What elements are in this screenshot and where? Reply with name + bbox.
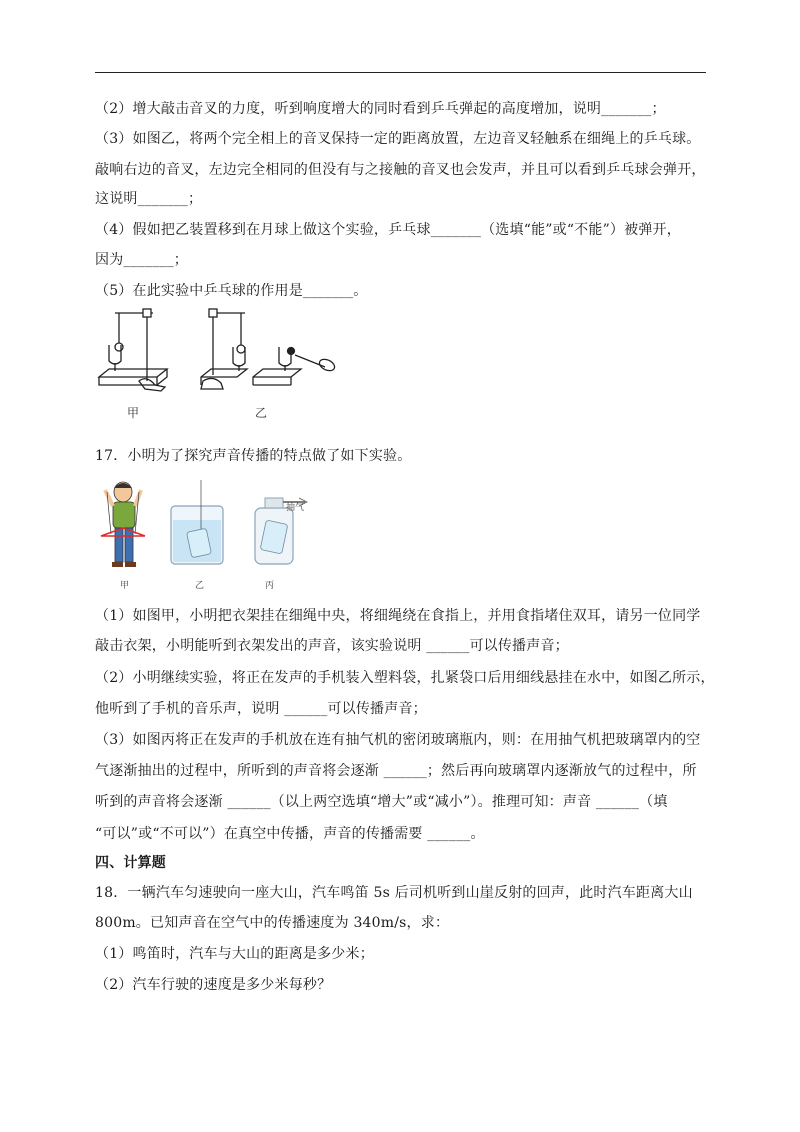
header-rule [95, 72, 706, 73]
q17-part3-line4: “可以”或“不可以”）在真空中传播，声音的传播需要 ______。 [95, 826, 485, 842]
fig-label-17-yi: 乙 [195, 581, 205, 591]
q16-part4-line2: 因为_______； [95, 252, 188, 268]
fig-label-17-bing: 丙 [265, 581, 275, 591]
fig-label-yi: 乙 [255, 406, 268, 420]
q17-intro: 17．小明为了探究声音传播的特点做了如下实验。 [95, 448, 412, 464]
q18-stem-line2: 800m。已知声音在空气中的传播速度为 340m/s，求： [95, 915, 450, 931]
sound-experiment-figure [95, 478, 315, 576]
q17-part3-line2: 气逐渐抽出的过程中，所听到的声音将会逐渐 ______；然后再向玻璃罩内逐渐放气的过程中，所 [95, 763, 697, 779]
q17-part2-line2: 他听到了手机的音乐声，说明 ______可以传播声音； [95, 701, 427, 717]
q17-part1-line1: （1）如图甲，小明把衣架挂在细绳中央，将细绳绕在食指上，并用食指堵住双耳，请另一位同学 [95, 608, 701, 624]
q16-part2: （2）增大敲击音叉的力度，听到响度增大的同时看到乒乓弹起的高度增加，说明_______； [95, 101, 666, 117]
fig-label-jia: 甲 [127, 406, 140, 420]
boy-with-hanger [101, 482, 145, 567]
base-block-jia [99, 369, 167, 377]
base-right-yi [253, 369, 301, 385]
q17-part3-line1: （3）如图丙将正在发声的手机放在连有抽气机的密闭玻璃瓶内，则：在用抽气机把玻璃罩内的空 [95, 732, 701, 748]
fork-left-yi [233, 347, 245, 366]
q17-part3-line3: 听到的声音将会逐渐 ______（以上两空选填“增大”或“减小”）。推理可知：声音 ______（填 [95, 794, 668, 810]
q16-part3-line1: （3）如图乙，将两个完全相上的音叉保持一定的距离放置，左边音叉轻触系在细绳上的乒乓球。 [95, 131, 701, 147]
section-title-calculation: 四、计算题 [95, 855, 166, 871]
tuning-fork-figure [95, 305, 355, 400]
q16-part3-line3: 这说明_______； [95, 191, 203, 207]
ball-jia [115, 343, 123, 351]
q18-stem-line1: 18．一辆汽车匀速驶向一座大山，汽车鸣笛 5s 后司机听到山崖反射的回声，此时汽车距离大山 [95, 885, 693, 901]
q16-part4-line1: （4）假如把乙装置移到在月球上做这个实验，乒乓球_______（选填“能”或“不能”）被弹开， [95, 222, 681, 238]
q16-part5: （5）在此实验中乒乓球的作用是_______。 [95, 283, 368, 299]
q17-part2-line1: （2）小明继续实验，将正在发声的手机装入塑料袋，扎紧袋口后用细线悬挂在水中，如图乙所示， [95, 670, 715, 686]
q16-part3-line2: 敲响右边的音叉，左边完全相同的但没有与之接触的音叉也会发声，并且可以看到乒乓球会弹开， [95, 162, 706, 178]
pump-label: 抽气 [286, 503, 305, 513]
beaker-with-water [171, 480, 223, 564]
base-left-yi [201, 369, 247, 385]
fig-label-17-jia: 甲 [120, 581, 130, 591]
q18-part2: （2）汽车行驶的速度是多少米每秒？ [95, 977, 332, 993]
q17-part1-line2: 敲击衣架，小明能听到衣架发出的声音，该实验说明 ______可以传播声音； [95, 638, 569, 654]
q18-part1: （1）鸣笛时，汽车与大山的距离是多少米； [95, 946, 374, 962]
